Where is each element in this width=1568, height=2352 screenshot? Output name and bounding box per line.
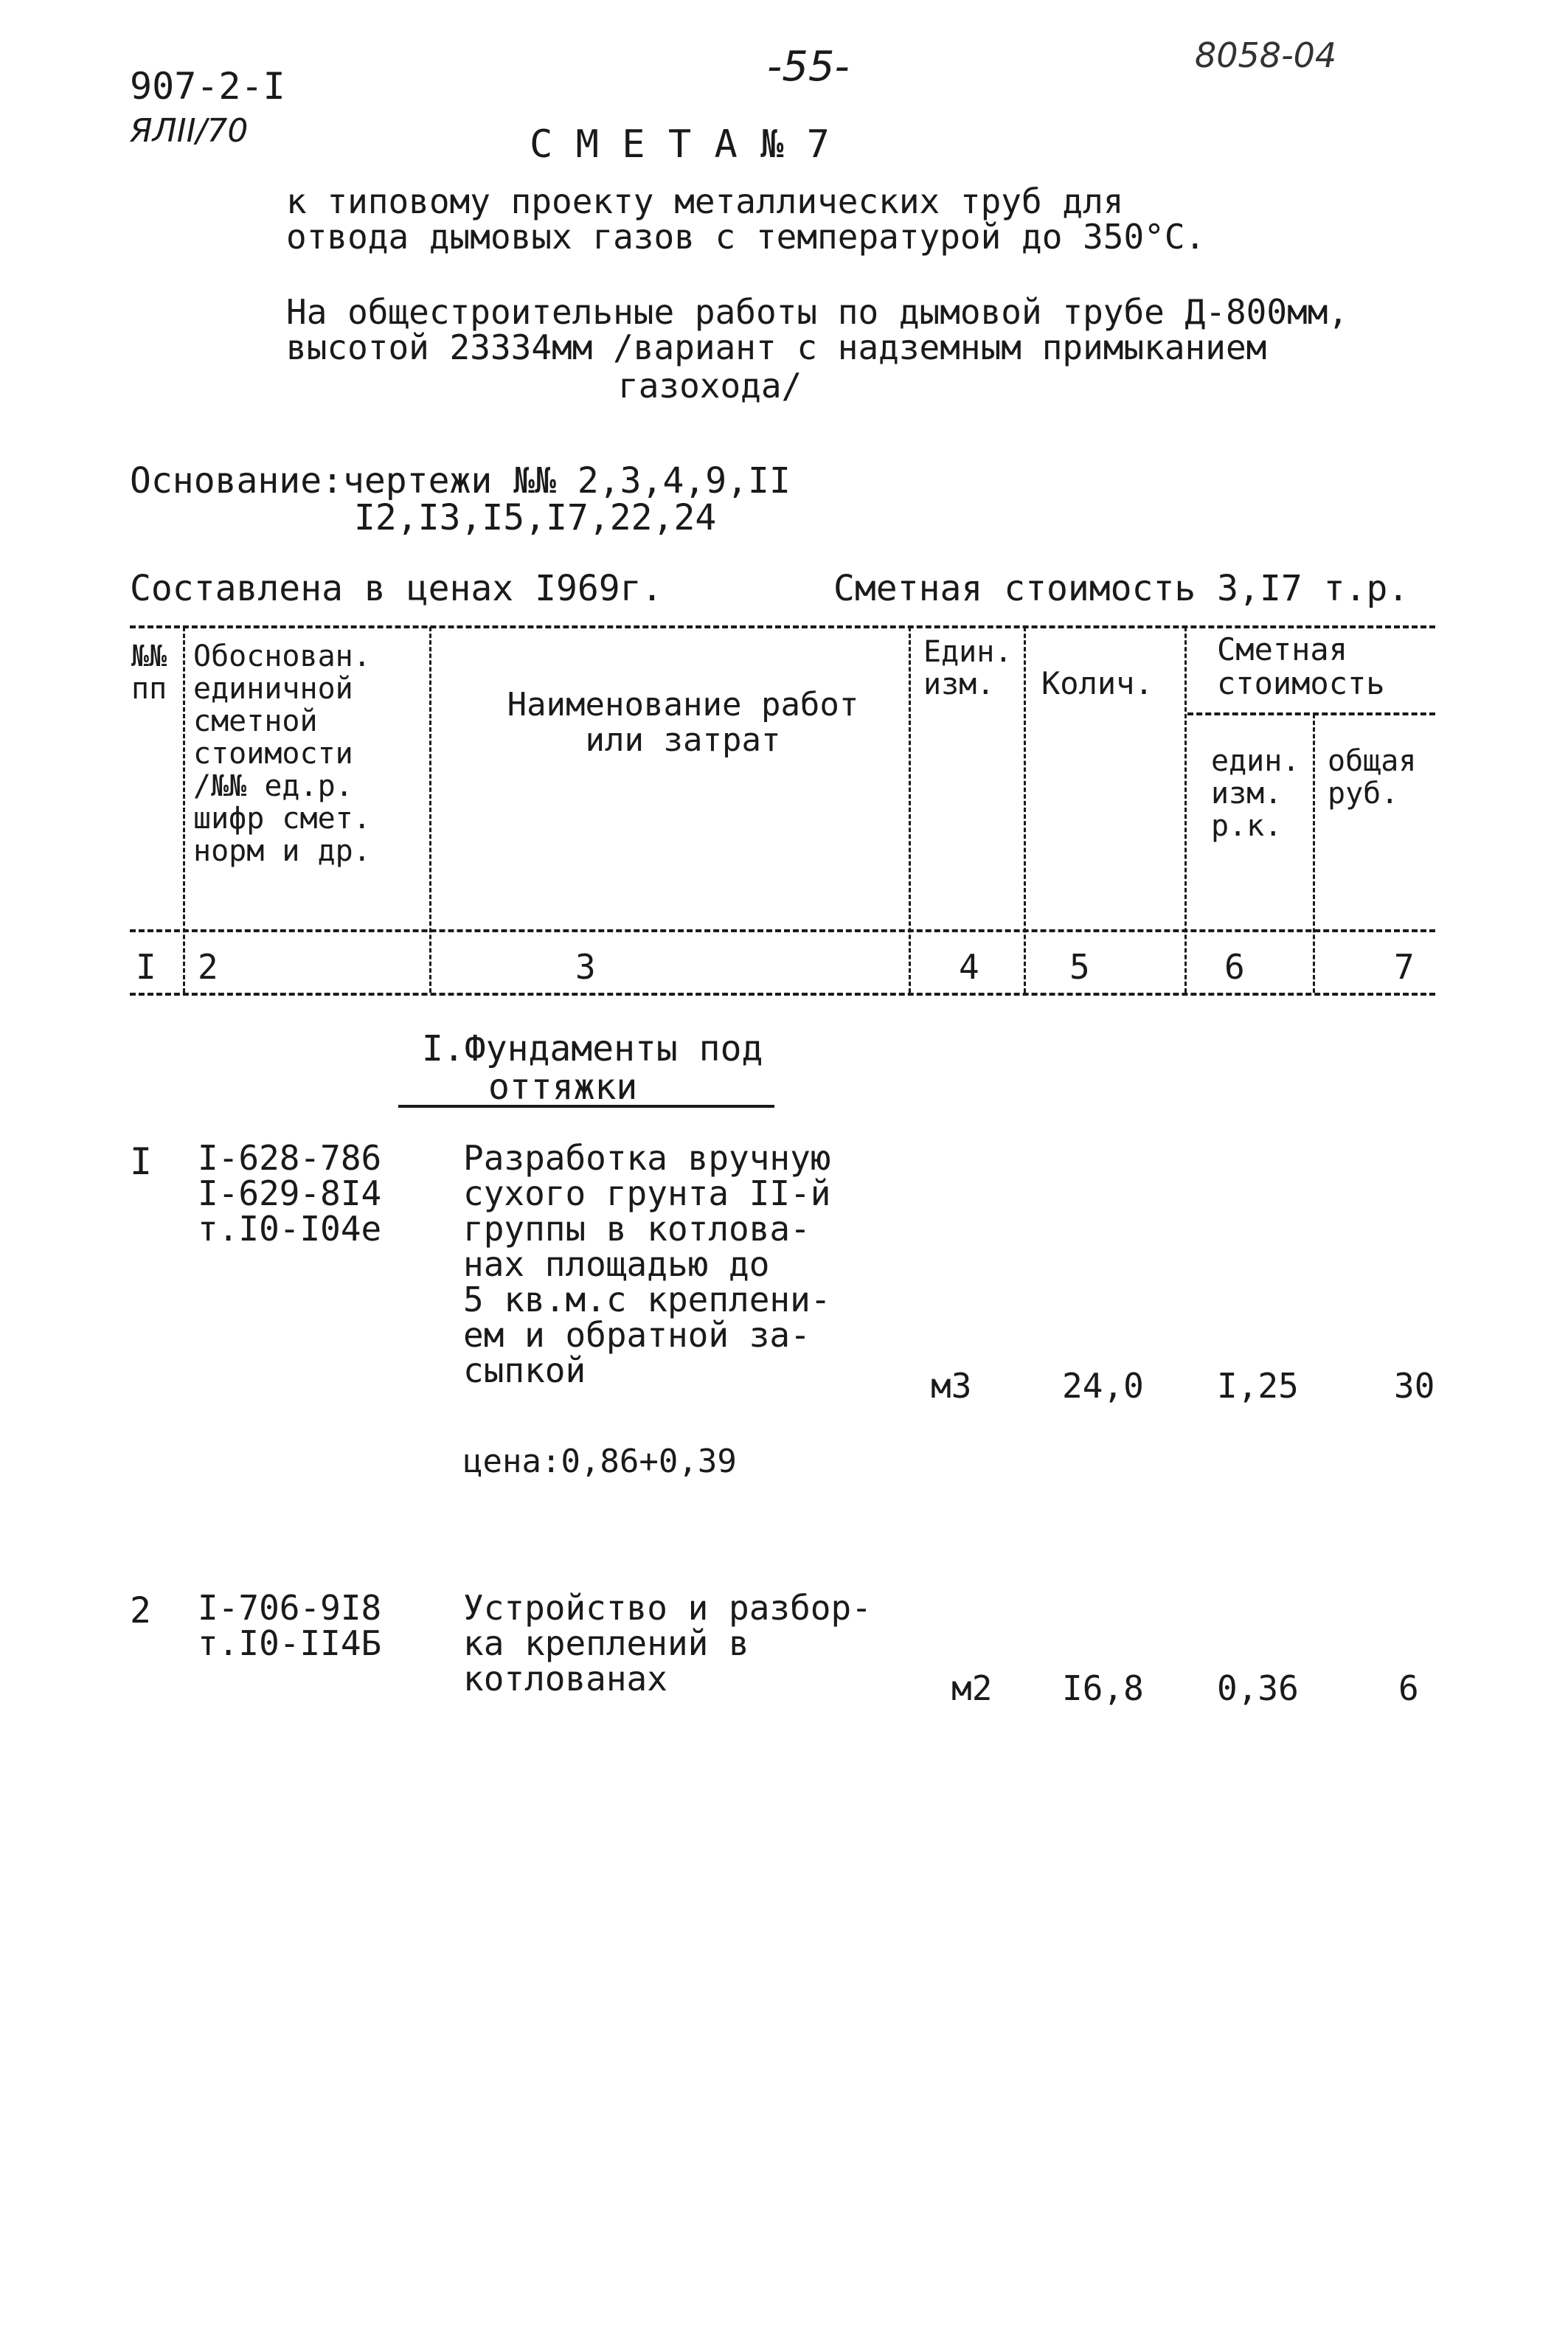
section-title-underline: [398, 1105, 774, 1108]
column-number-7: 7: [1394, 947, 1415, 987]
purpose-line-1: На общестроительные работы по дымовой трубе Д-800мм,: [286, 292, 1349, 332]
header-col-total: общая руб.: [1328, 744, 1417, 811]
column-divider-2: [429, 627, 431, 993]
document-code: 907-2-I: [130, 65, 285, 108]
prices-year: Составлена в ценах I969г.: [130, 568, 663, 609]
estimated-cost: Сметная стоимость 3,I7 т.р.: [833, 568, 1409, 609]
header-col-cost-group: Сметная стоимость: [1217, 631, 1385, 701]
row-basis: I-628-786 I-629-8I4 т.I0-I04е: [198, 1138, 382, 1249]
section-title-line-2: оттяжки: [488, 1066, 638, 1108]
row-number: 2: [130, 1590, 151, 1631]
row-quantity: I6,8: [1062, 1668, 1144, 1708]
basis-line-2: I2,I3,I5,I7,22,24: [354, 497, 717, 538]
row-work-name: Разработка вручную сухого грунта II-й группы в котлова- нах площадью до 5 кв.м.с креплени- ем и обратной за- сыпкой: [463, 1138, 831, 1390]
archive-number: 8058-04: [1195, 35, 1337, 75]
row-unit-cost: 0,36: [1217, 1668, 1299, 1708]
row-price-note: цена:0,86+0,39: [463, 1443, 737, 1480]
column-number-2: 2: [198, 947, 218, 987]
table-header-bottom-line: [130, 929, 1435, 932]
table-top-line: [130, 625, 1435, 628]
row-number: I: [130, 1140, 153, 1183]
column-divider-1: [183, 627, 185, 993]
row-basis: I-706-9I8 т.I0-II4Б: [198, 1588, 382, 1663]
sheet-note: ЯЛII/70: [130, 112, 249, 150]
row-unit: м3: [931, 1366, 972, 1406]
header-col-name: Наименование работ или затрат: [507, 686, 859, 759]
section-title-line-1: I.Фундаменты под: [422, 1028, 763, 1069]
column-divider-6: [1313, 714, 1315, 993]
subtitle-line-1: к типовому проекту металлических труб для: [286, 181, 1124, 221]
cost-group-divider: [1187, 712, 1435, 715]
header-col-basis: Обоснован. единичной сметной стоимости /№№ ед.р. шифр смет. норм и др.: [193, 639, 371, 868]
row-total: 30: [1394, 1366, 1435, 1406]
column-number-6: 6: [1224, 947, 1245, 987]
purpose-line-3: газохода/: [618, 366, 802, 406]
header-col-unit: Един. изм.: [923, 635, 1013, 701]
column-number-1: I: [136, 947, 156, 987]
row-unit-cost: I,25: [1217, 1366, 1299, 1406]
row-work-name: Устройство и разбор- ка креплений в котлованах: [463, 1588, 872, 1699]
column-number-5: 5: [1069, 947, 1090, 987]
page-number: -55-: [767, 43, 850, 91]
row-unit: м2: [951, 1668, 993, 1708]
column-divider-5: [1184, 627, 1187, 993]
row-total: 6: [1398, 1668, 1419, 1708]
column-numbers-bottom-line: [130, 993, 1435, 996]
column-divider-3: [909, 627, 911, 993]
column-divider-4: [1024, 627, 1026, 993]
column-number-3: 3: [575, 947, 596, 987]
basis-line-1: Основание:чертежи №№ 2,3,4,9,II: [130, 460, 791, 502]
purpose-line-2: высотой 23334мм /вариант с надземным примыканием: [286, 327, 1267, 367]
header-col-unit-cost: един. изм. р.к.: [1211, 744, 1300, 843]
header-col-qty: Колич.: [1041, 665, 1154, 701]
subtitle-line-2: отвода дымовых газов с температурой до 350°С.: [286, 217, 1206, 257]
header-col-num: №№ пп: [131, 639, 167, 706]
document-title: С М Е Т А № 7: [530, 122, 830, 167]
column-number-4: 4: [959, 947, 979, 987]
row-quantity: 24,0: [1062, 1366, 1144, 1406]
